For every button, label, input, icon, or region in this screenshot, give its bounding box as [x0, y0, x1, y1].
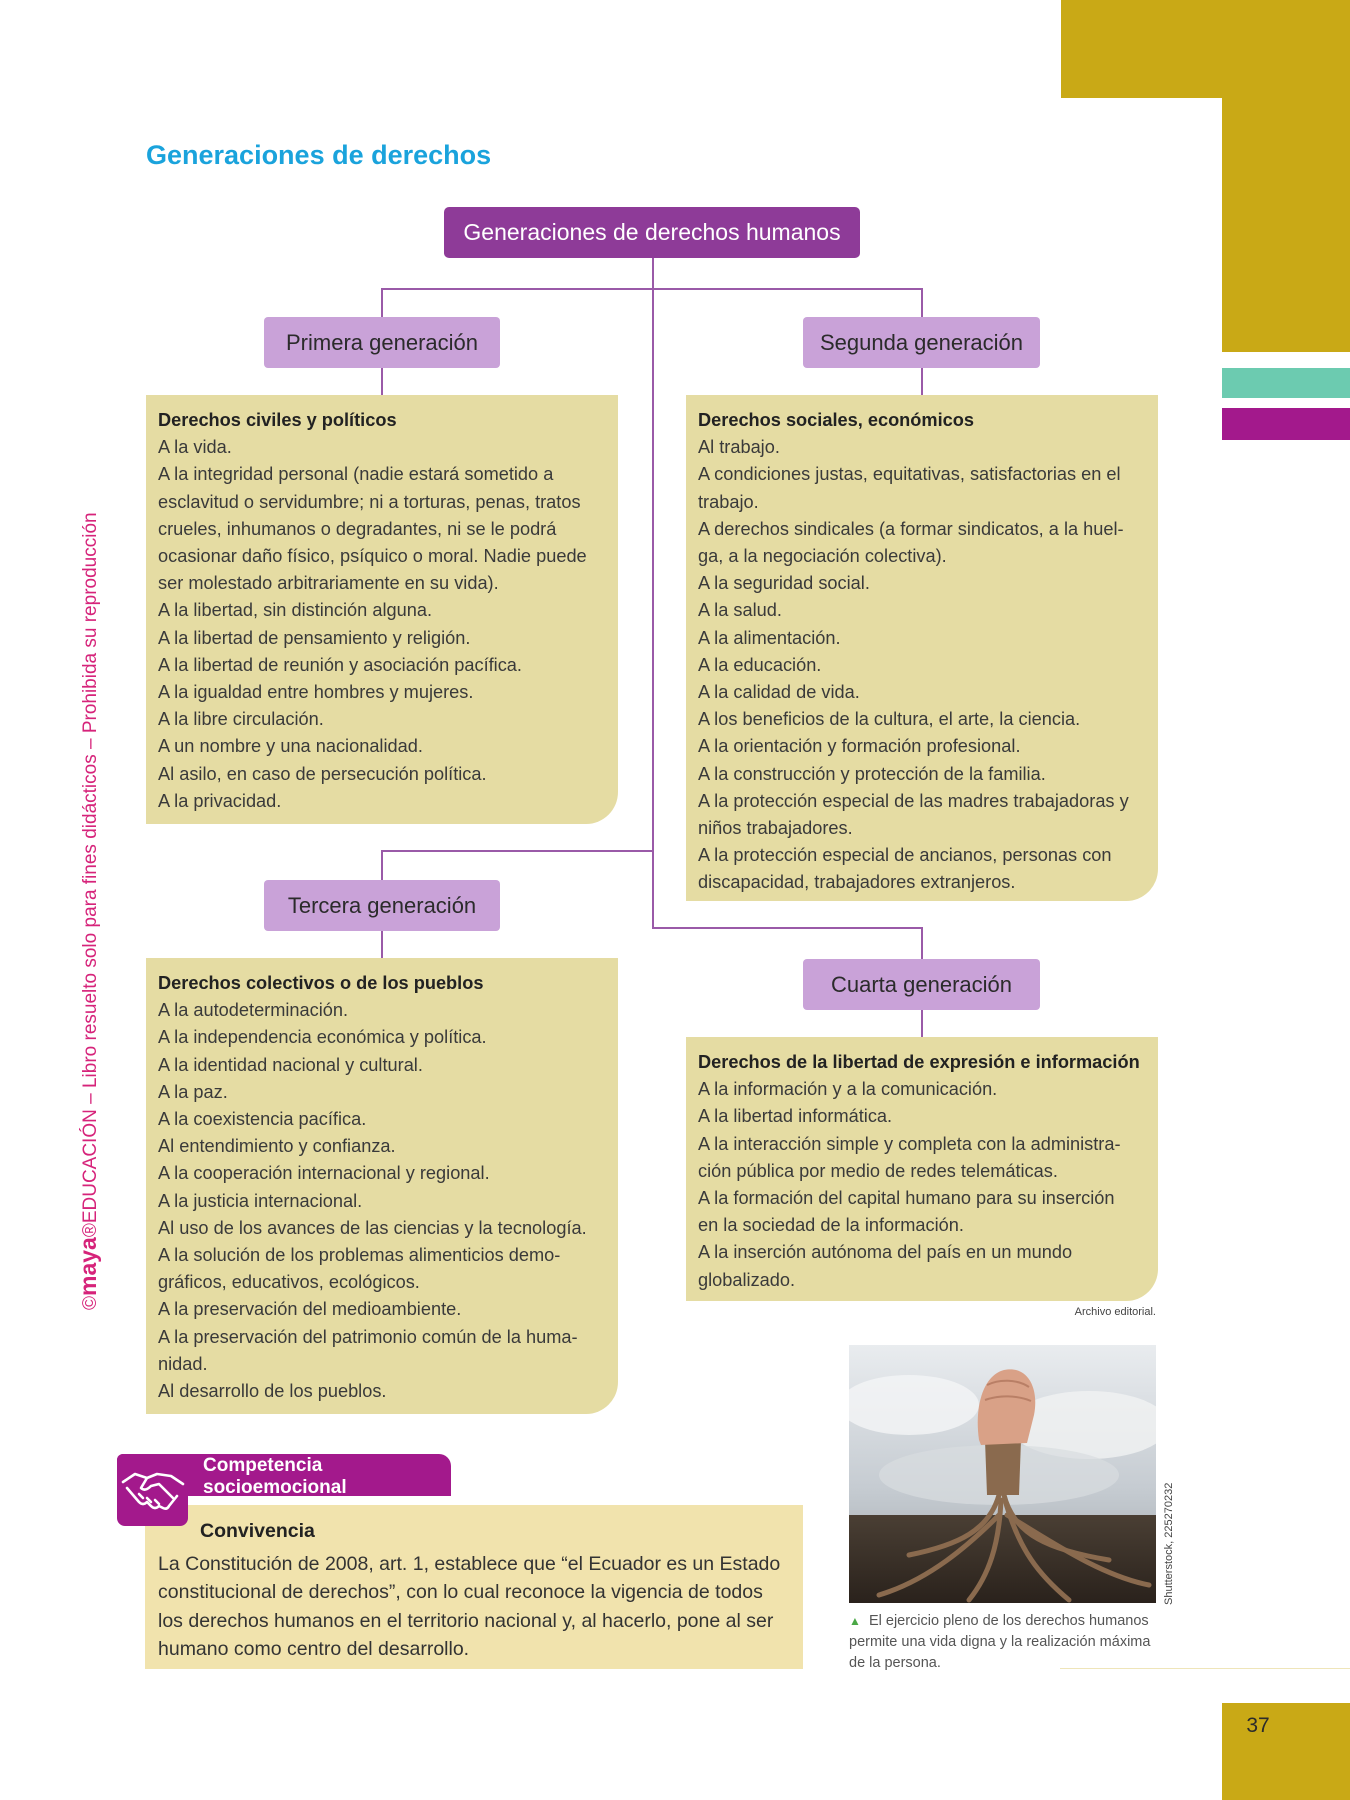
list-item: A la coexistencia pacífica.	[158, 1109, 367, 1130]
list-item: A la calidad de vida.	[698, 682, 860, 703]
first-generation-label: Primera generación	[264, 317, 500, 368]
list-item: globalizado.	[698, 1269, 796, 1290]
list-item: A la protección especial de ancianos, personas con	[698, 845, 1112, 866]
list-item: ocasionar daño físico, psíquico o moral. Nadie puede	[158, 546, 587, 567]
list-item: A la libertad, sin distinción alguna.	[158, 600, 432, 621]
list-item: nidad.	[158, 1353, 208, 1374]
list-item: A la justicia internacional.	[158, 1190, 363, 1211]
list-item: A la educación.	[698, 654, 822, 675]
list-item: A la identidad nacional y cultural.	[158, 1054, 423, 1075]
list-item: A la paz.	[158, 1081, 228, 1102]
list-item: A la libertad de reunión y asociación pacífica.	[158, 654, 522, 675]
list-item: Al desarrollo de los pueblos.	[158, 1381, 387, 1402]
divider	[1060, 1668, 1350, 1669]
competencia-subtitle: Convivencia	[200, 1520, 315, 1542]
list-item: A condiciones justas, equitativas, satisfactorias en el	[698, 464, 1121, 485]
text-line: los derechos humanos en el territorio nacional y, al hacerlo, pone al ser	[158, 1609, 774, 1632]
list-item: A la integridad personal (nadie estará sometido a	[158, 464, 554, 485]
third-generation-label: Tercera generación	[264, 880, 500, 931]
list-item: A un nombre y una nacionalidad.	[158, 736, 423, 757]
fourth-generation-label: Cuarta generación	[803, 959, 1040, 1010]
first-generation-heading: Derechos civiles y políticos	[158, 410, 397, 430]
list-item: ser molestado arbitrariamente en su vida).	[158, 573, 499, 594]
list-item: crueles, inhumanos o degradantes, ni se le podrá	[158, 518, 557, 539]
list-item: A los beneficios de la cultura, el arte, la ciencia.	[698, 709, 1081, 730]
list-item: A la construcción y protección de la familia.	[698, 763, 1046, 784]
third-generation-rights-box	[146, 958, 618, 1414]
page-number: 37	[1246, 1714, 1270, 1737]
list-item: A la autodeterminación.	[158, 1000, 349, 1021]
first-generation-rights-box	[146, 395, 618, 824]
list-item: trabajo.	[698, 491, 759, 512]
list-item: A la orientación y formación profesional.	[698, 736, 1021, 757]
caption-line: permite una vida digna y la realización máxima	[849, 1634, 1151, 1650]
list-item: A la libertad informática.	[698, 1106, 893, 1127]
list-item: A la formación del capital humano para su inserción	[698, 1188, 1115, 1209]
competencia-title-line1: Competencia	[203, 1455, 323, 1476]
caption-triangle-icon: ▲	[849, 1614, 861, 1628]
second-generation-label: Segunda generación	[803, 317, 1040, 368]
third-generation-heading: Derechos colectivos o de los pueblos	[158, 973, 484, 993]
list-item: A la libre circulación.	[158, 709, 324, 730]
text-line: humano como centro del desarrollo.	[158, 1637, 470, 1660]
list-item: ción pública por medio de redes telemáticas.	[698, 1160, 1058, 1181]
list-item: A la cooperación internacional y regional.	[158, 1163, 490, 1184]
list-item: A derechos sindicales (a formar sindicatos, a la huel-	[698, 518, 1124, 539]
list-item: A la salud.	[698, 600, 782, 621]
teal-tab-bar	[1222, 368, 1350, 398]
list-item: gráficos, educativos, ecológicos.	[158, 1272, 420, 1293]
list-item: discapacidad, trabajadores extranjeros.	[698, 872, 1016, 893]
list-item: ga, a la negociación colectiva).	[698, 546, 947, 567]
copyright-side-note: ©maya®EDUCACIÓN – Libro resuelto solo para fines didácticos – Prohibida su reproducción	[75, 512, 101, 1310]
caption-line: El ejercicio pleno de los derechos humanos	[868, 1613, 1149, 1629]
list-item: A la privacidad.	[158, 790, 282, 811]
list-item: A la vida.	[158, 437, 232, 458]
fist-roots-photo	[849, 1345, 1156, 1603]
list-item: esclavitud o servidumbre; ni a torturas, penas, tratos	[158, 491, 581, 512]
section-title: Generaciones de derechos	[146, 140, 492, 170]
list-item: A la protección especial de las madres trabajadoras y	[698, 790, 1129, 811]
fourth-generation-rights-box	[686, 1037, 1158, 1301]
list-item: A la igualdad entre hombres y mujeres.	[158, 682, 474, 703]
second-generation-rights-box	[686, 395, 1158, 901]
list-item: A la alimentación.	[698, 627, 841, 648]
text-line: constitucional de derechos”, con lo cual reconoce la vigencia de todos	[158, 1581, 763, 1604]
fourth-generation-heading: Derechos de la libertad de expresión e información	[698, 1052, 1140, 1072]
handshake-icon	[117, 1454, 188, 1526]
list-item: A la preservación del patrimonio común de la huma-	[158, 1326, 578, 1347]
diagram-credit: Archivo editorial.	[1074, 1306, 1156, 1318]
list-item: Al trabajo.	[698, 437, 780, 458]
list-item: A la independencia económica y política.	[158, 1027, 487, 1048]
list-item: en la sociedad de la información.	[698, 1215, 964, 1236]
list-item: A la libertad de pensamiento y religión.	[158, 627, 471, 648]
list-item: A la interacción simple y completa con la administra-	[698, 1133, 1121, 1154]
caption-line: de la persona.	[849, 1655, 941, 1671]
gold-side-bar	[1222, 0, 1350, 352]
list-item: Al entendimiento y confianza.	[158, 1136, 396, 1157]
list-item: A la solución de los problemas alimenticios demo-	[158, 1245, 561, 1266]
diagram-root-box: Generaciones de derechos humanos	[444, 207, 860, 258]
list-item: A la información y a la comunicación.	[698, 1079, 998, 1100]
competencia-text	[158, 1550, 798, 1663]
magenta-tab-bar	[1222, 408, 1350, 440]
photo-credit: Shutterstock, 225270232	[1163, 1482, 1175, 1605]
second-generation-heading: Derechos sociales, económicos	[698, 410, 974, 430]
competencia-title-line2: socioemocional	[203, 1477, 347, 1498]
list-item: niños trabajadores.	[698, 818, 853, 839]
text-line: La Constitución de 2008, art. 1, establece que “el Ecuador es un Estado	[158, 1553, 781, 1575]
list-item: Al asilo, en caso de persecución política.	[158, 763, 487, 784]
list-item: Al uso de los avances de las ciencias y la tecnología.	[158, 1217, 587, 1238]
competencia-title	[203, 1455, 347, 1499]
list-item: A la preservación del medioambiente.	[158, 1299, 462, 1320]
photo-caption	[849, 1611, 1159, 1674]
list-item: A la inserción autónoma del país en un mundo	[698, 1242, 1073, 1263]
list-item: A la seguridad social.	[698, 573, 870, 594]
